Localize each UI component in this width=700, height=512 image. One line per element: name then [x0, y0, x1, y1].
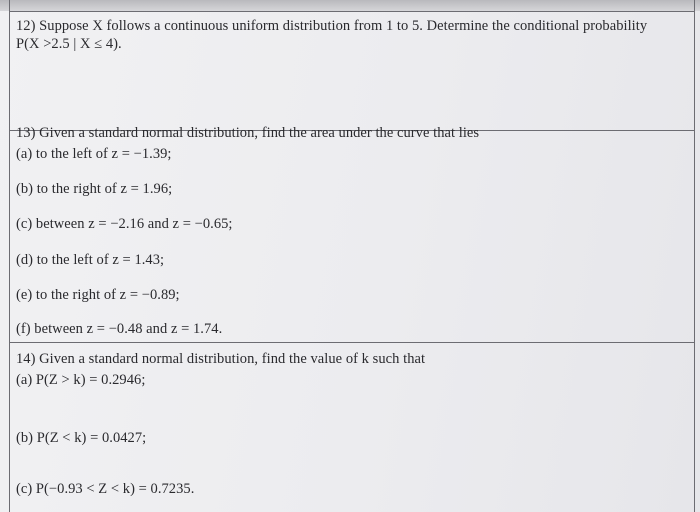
problem-12-line-1: 12) Suppose X follows a continuous uniform distribution from 1 to 5. Determine the conditional probability — [16, 18, 648, 34]
problem-14-part-a: (a) P(Z > k) = 0.2946; — [16, 372, 146, 388]
problem-14-prompt: 14) Given a standard normal distribution, find the value of k such that — [16, 351, 426, 367]
problem-13-part-b: (b) to the right of z = 1.96; — [16, 181, 173, 197]
problem-13-part-c: (c) between z = −2.16 and z = −0.65; — [16, 216, 233, 232]
problem-13-cell — [10, 125, 694, 343]
problem-13-prompt: 13) Given a standard normal distribution, find the area under the curve that lies — [16, 125, 480, 141]
problem-14-part-b: (b) P(Z < k) = 0.0427; — [16, 430, 147, 446]
problem-12-cell — [10, 11, 694, 131]
problem-14-cell — [10, 344, 694, 512]
problem-14-part-c: (c) P(−0.93 < Z < k) = 0.7235. — [16, 481, 195, 497]
problem-13-part-d: (d) to the left of z = 1.43; — [16, 252, 165, 268]
problem-table — [9, 0, 695, 512]
problem-13-part-a: (a) to the left of z = −1.39; — [16, 146, 172, 162]
problem-13-part-e: (e) to the right of z = −0.89; — [16, 287, 180, 303]
problem-13-part-f: (f) between z = −0.48 and z = 1.74. — [16, 321, 223, 337]
problem-12-line-2: P(X >2.5 | X ≤ 4). — [16, 36, 122, 52]
